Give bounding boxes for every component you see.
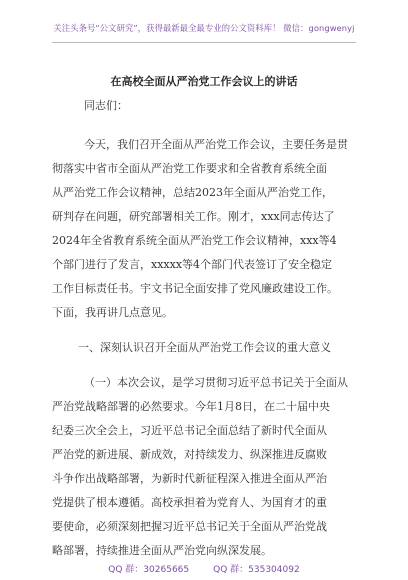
salutation: 同志们： xyxy=(84,99,128,112)
paragraph-line: 工作目标责任书。宇文书记全面安排了党风廉政建设工作。 xyxy=(52,282,338,295)
paragraph-line: 严治党战略部署的必然要求。今年1月8日，在二十届中央 xyxy=(52,400,330,413)
paragraph-line: 研判存在问题，研究部署相关工作。刚才，xxx同志传达了 xyxy=(52,210,335,223)
section-heading: 一、深刻认识召开全面从严治党工作会议的重大意义 xyxy=(78,341,331,354)
footer-qq-group-1: QQ 群：30265665 xyxy=(108,565,190,575)
header-banner: 关注头条号“公文研究”，获得最新最全最专业的公文资料库！ 微信：gongwenyj xyxy=(53,23,355,33)
paragraph-line: 纪委三次全会上，习近平总书记全面总结了新时代全面从 xyxy=(52,424,327,437)
paragraph-line: 下面，我再讲几点意见。 xyxy=(52,306,173,319)
paragraph-line: 严治党的新进展、新成效，对持续发力、纵深推进反腐败 xyxy=(52,448,327,461)
footer-contact xyxy=(0,562,408,575)
paragraph-line: （一）本次会议，是学习贯彻习近平总书记关于全面从 xyxy=(84,376,348,389)
paragraph-line: 党提供了根本遵循。高校承担着为党育人、为国育才的重 xyxy=(52,496,327,509)
header-divider xyxy=(52,42,356,43)
paragraph-line: 彻落实中省市全面从严治党工作要求和全省教育系统全面 xyxy=(52,162,327,175)
paragraph-line: 从严治党工作会议精神，总结2023年全面从严治党工作， xyxy=(52,186,333,199)
paragraph-line: 个部门进行了发言，xxxxx等4个部门代表签订了安全稳定 xyxy=(52,258,333,271)
document-title: 在高校全面从严治党工作会议上的讲话 xyxy=(110,75,298,88)
paragraph-line: 要使命，必须深刻把握习近平总书记关于全面从严治党战 xyxy=(52,520,327,533)
paragraph-line: 斗争作出战略部署，为新时代新征程深入推进全面从严治 xyxy=(52,472,327,485)
footer-qq-group-2: QQ 群：535304092 xyxy=(213,565,300,575)
paragraph-line: 2024年全省教育系统全面从严治党工作会议精神，xxx等4 xyxy=(52,234,337,247)
paragraph-line: 略部署，持续推进全面从严治党向纵深发展。 xyxy=(52,544,272,557)
paragraph-line: 今天，我们召开全面从严治党工作会议，主要任务是贯 xyxy=(84,138,348,151)
